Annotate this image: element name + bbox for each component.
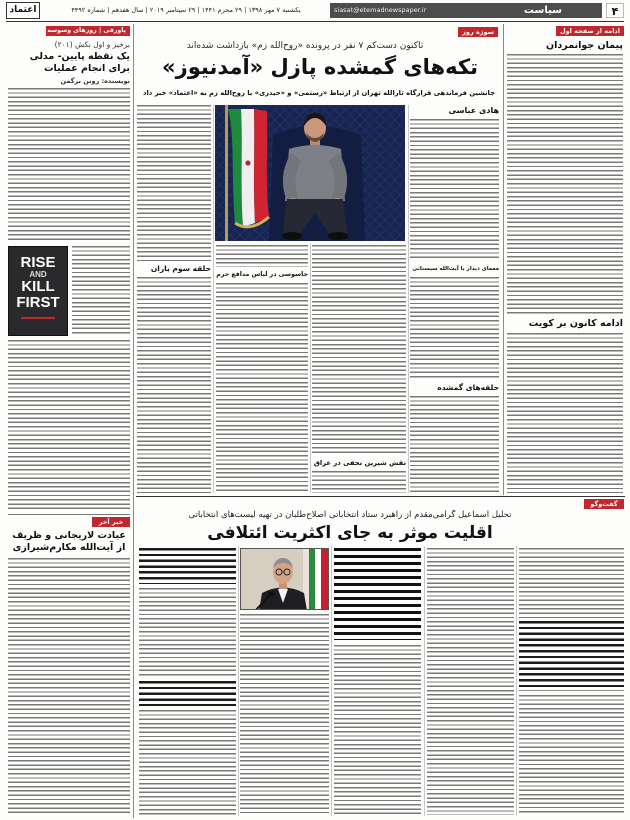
newspaper-logo: اعتماد [6, 2, 40, 19]
lead-photo-illustration [215, 105, 405, 241]
column-divider [331, 546, 332, 816]
left-column-rule [8, 514, 130, 515]
lead-body-col-3b [216, 283, 308, 493]
lead-photo [215, 105, 405, 241]
book-cover-word: AND [29, 269, 47, 279]
column-divider [516, 546, 517, 816]
interviewee-photo-illustration [240, 549, 328, 610]
page-number: ۴ [606, 3, 624, 18]
subhead-missing-links: حلقه‌های گمشده [437, 383, 499, 392]
serial-chapter-title: یک نقطه پایین- مدلی برای انجام عملیات [29, 51, 130, 74]
serial-body-lower [8, 340, 130, 511]
lead-body-col-2b [312, 471, 406, 493]
column-divider [408, 105, 409, 493]
left-column-label: پاورقی | روزهای وسوسه [46, 26, 130, 36]
section-title: سیاست [523, 5, 562, 16]
interview-label: گفت‌وگو [584, 499, 624, 509]
column-divider [310, 244, 311, 493]
lead-body-col-1b [410, 277, 499, 380]
dateline: یکشنبه ۷ مهر ۱۳۹۸ | ۲۹ محرم ۱۴۴۱ | ۲۹ سپتامبر ۲۰۱۹ | سال هفدهم | شماره ۴۴۹۲ [71, 6, 301, 14]
interview-question [139, 548, 236, 584]
subhead-sistani: معمای دیدار با آیت‌الله سیستانی [412, 266, 499, 272]
lead-body-col-1 [410, 119, 499, 261]
last-news-label: خبر آخر [92, 517, 130, 527]
section-email: siasat@etemadnewspaper.ir [334, 6, 427, 14]
right-article-2-body [507, 333, 623, 493]
section-bar [330, 3, 602, 18]
lead-subheadline: جانشین فرماندهی قرارگاه ثارالله تهران از ارتباط «رستمی» و «حیدری» با روح‌الله زم به «اعتماد» خبر داد [143, 89, 495, 97]
interview-question [519, 621, 624, 691]
serial-body [8, 88, 130, 243]
interview-pull-quote [334, 548, 421, 640]
last-news-headline: عیادت لاریجانی و ظریف از آیت‌الله مکارم‌شیرازی [12, 530, 126, 553]
subhead-najafi: نقش شیرین نجفی در عراق [313, 459, 406, 467]
book-cover-image [8, 246, 68, 336]
book-cover-word: KILL [21, 278, 55, 296]
lead-body-col-4 [137, 105, 211, 261]
flag [309, 549, 328, 610]
serial-title: برخیز و اول بکش (۲۰۱) [54, 40, 130, 49]
column-divider [238, 546, 239, 816]
lead-kicker: تاکنون دست‌کم ۷ نفر در پرونده «روح‌الله زم» بازداشت شده‌اند [186, 41, 424, 51]
interview-body-col-1b [519, 695, 624, 815]
column-divider [424, 546, 425, 816]
subhead-espionage: جاسوسی در لباس مدافع حرم [216, 271, 308, 278]
header-rule [6, 21, 624, 22]
book-cover-word: FIRST [16, 293, 60, 311]
interview-question [139, 681, 236, 706]
interviewee-photo [240, 548, 329, 610]
serial-body-beside-cover [72, 246, 130, 336]
lead-body-col-1c [410, 396, 499, 493]
interview-body-col-2 [427, 548, 514, 815]
lead-body-col-2 [312, 245, 406, 455]
lead-headline: تکه‌های گمشده پازل «آمدنیوز» [162, 55, 478, 79]
lead-story-label: سوژه روز [458, 27, 498, 37]
right-article-1-title: پیمان جوانمردان [546, 40, 623, 51]
interview-body-col-1 [519, 548, 624, 618]
column-divider [133, 24, 134, 818]
section-rule [136, 496, 625, 497]
interview-body-col-5 [139, 588, 236, 677]
subhead-third-ring: حلقه سوم یاران [150, 264, 211, 273]
serial-credit: نویسنده: رونن برگمن [60, 77, 130, 85]
lead-byline: هادی عباسی [448, 106, 499, 115]
right-article-2-title: ادامه کانون بر کویت [528, 318, 623, 329]
lead-body-col-4b [137, 277, 211, 493]
right-article-1-body [507, 54, 623, 315]
book-cover-word: RISE [20, 254, 56, 271]
last-news-body [8, 558, 130, 814]
column-divider [213, 105, 214, 493]
interview-body-col-5b [139, 710, 236, 815]
column-divider [503, 24, 504, 495]
interview-kicker: تحلیل اسماعیل گرامی‌مقدم از راهبرد ستاد انتخاباتی اصلاح‌طلبان در تهیه لیست‌های انتخاباتی [188, 510, 512, 520]
right-column-label: ادامه از صفحه اول [556, 26, 624, 36]
interview-body-col-3 [334, 645, 421, 815]
interview-headline: اقلیت موثر به جای اکثریت ائتلافی [207, 523, 493, 543]
interview-body-under-photo [240, 614, 329, 815]
lead-body-col-3 [216, 245, 308, 267]
